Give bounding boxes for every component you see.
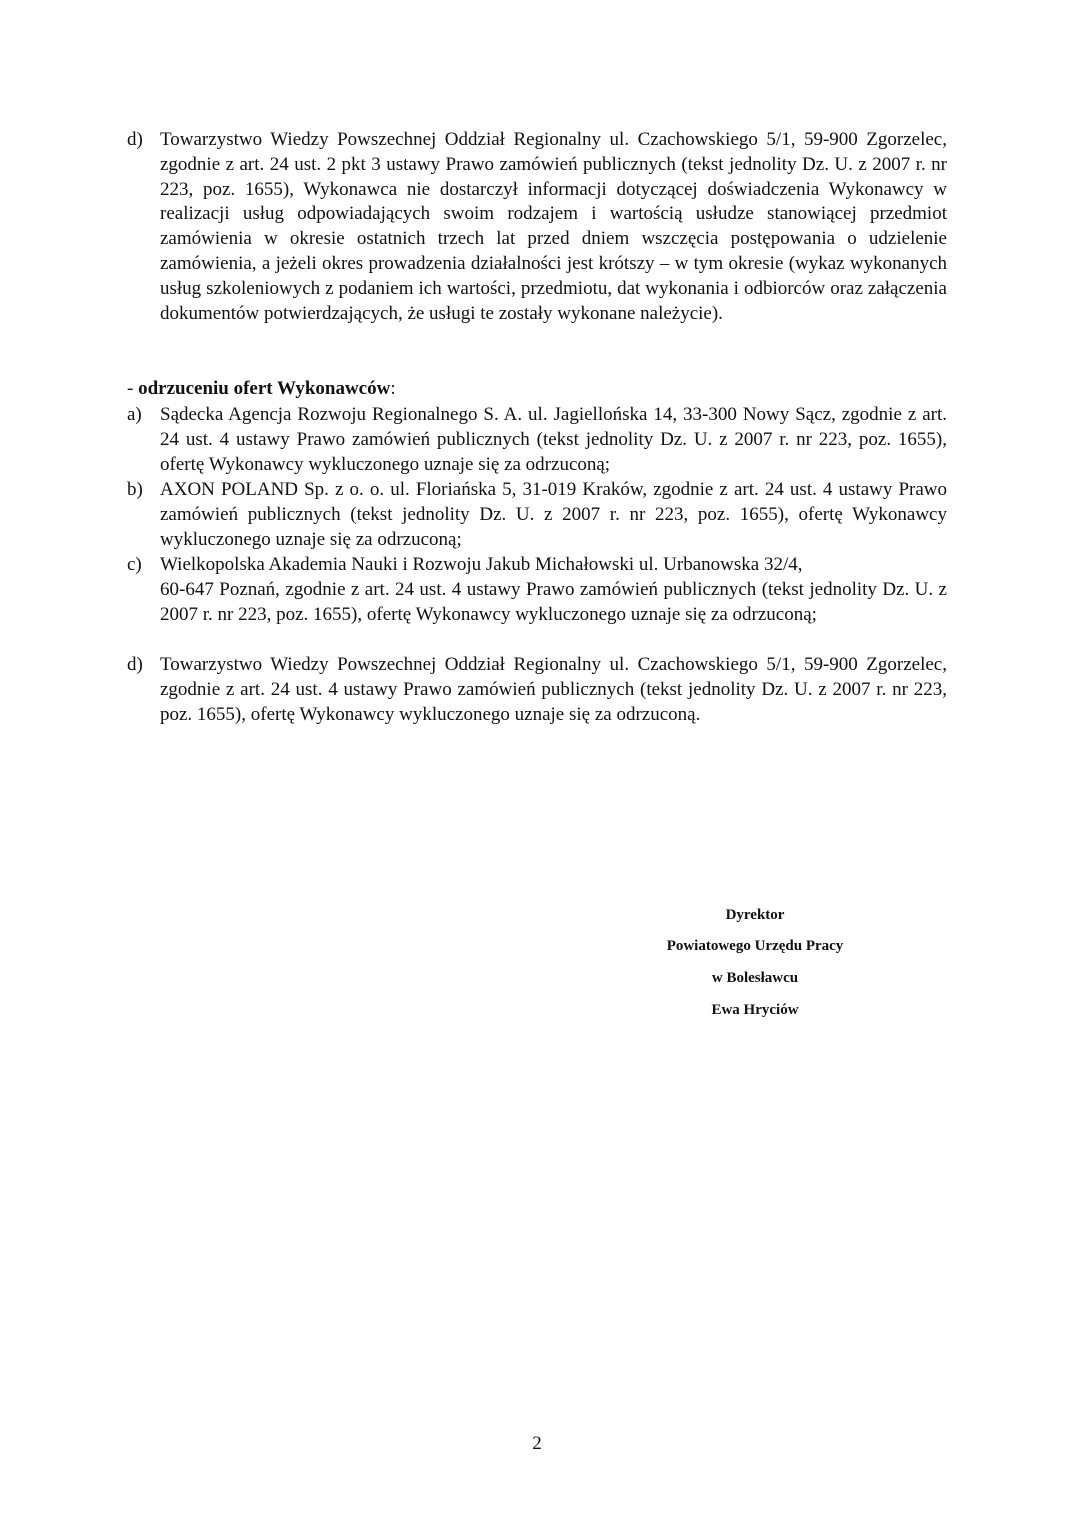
rejected-offer-item-a (127, 403, 947, 477)
list-marker: c) (127, 554, 142, 575)
rejection-section-heading (127, 377, 396, 401)
heading-suffix: : (390, 378, 396, 399)
list-marker: b) (127, 479, 143, 500)
list-item-text: Towarzystwo Wiedzy Powszechnej Oddział Regionalny ul. Czachowskiego 5/1, 59-900 Zgorzelec, zgodnie z art. 24 ust. 4 ustawy Prawo zamówień publicznych (tekst jednolity Dz. U. z 2007 r. nr 223, poz. 1655), ofertę Wykonawcy wykluczonego uznaje się za odrzuconą. (160, 654, 947, 725)
list-item-first-line: Wielkopolska Akademia Nauki i Rozwoju Jakub Michałowski ul. Urbanowska 32/4, (160, 554, 803, 575)
list-item-text: AXON POLAND Sp. z o. o. ul. Floriańska 5, 31-019 Kraków, zgodnie z art. 24 ust. 4 ustawy Prawo zamówień publicznych (tekst jednolity Dz. U. z 2007 r. nr 223, poz. 1655), ofertę Wykonawcy wykluczonego uznaje się za odrzuconą; (160, 479, 947, 550)
rejected-offer-item-b (127, 478, 947, 552)
list-item-text: 60-647 Poznań, zgodnie z art. 24 ust. 4 ustawy Prawo zamówień publicznych (tekst jednolity Dz. U. z 2007 r. nr 223, poz. 1655), ofertę Wykonawcy wykluczonego uznaje się za odrzuconą; (160, 578, 947, 625)
signature-place: w Bolesławcu (711, 970, 799, 986)
signature-name: Ewa Hryciów (711, 1002, 799, 1018)
signature-title: Dyrektor (725, 907, 785, 923)
heading-prefix: - (127, 378, 139, 399)
heading-bold-text: odrzuceniu ofert Wykonawców (138, 378, 391, 399)
rejected-offer-item-c (127, 553, 947, 627)
rejected-offer-item-d (127, 653, 947, 727)
list-item-text: Sądecka Agencja Rozwoju Regionalnego S. A. ul. Jagiellońska 14, 33-300 Nowy Sącz, zgodnie z art. 24 ust. 4 ustawy Prawo zamówień publicznych (tekst jednolity Dz. U. z 2007 r. nr 223, poz. 1655), ofertę Wykonawcy wykluczonego uznaje się za odrzuconą; (160, 404, 947, 475)
excluded-contractor-item-d (127, 128, 947, 326)
page-number: 2 (532, 1433, 542, 1454)
signature-office: Powiatowego Urzędu Pracy (666, 938, 844, 954)
list-marker: d) (127, 654, 143, 675)
list-item-text: Towarzystwo Wiedzy Powszechnej Oddział Regionalny ul. Czachowskiego 5/1, 59-900 Zgorzelec, zgodnie z art. 24 ust. 2 pkt 3 ustawy Prawo zamówień publicznych (tekst jednolity Dz. U. z 2007 r. nr 223, poz. 1655), Wykonawca nie dostarczył informacji dotyczącej doświadczenia Wykonawcy w realizacji usług odpowiadających swoim rodzajem i wartością usłudze stanowiącej przedmiot zamówienia w okresie ostatnich trzech lat przed dniem wszczęcia postępowania o udzielenie zamówienia, a jeżeli okres prowadzenia działalności jest krótszy – w tym okresie (wykaz wykonanych usług szkoleniowych z podaniem ich wartości, przedmiotu, dat wykonania i odbiorców oraz załączenia dokumentów potwierdzających, że usługi te zostały wykonane należycie). (160, 129, 947, 324)
list-marker: d) (127, 129, 143, 150)
list-marker: a) (127, 404, 142, 425)
